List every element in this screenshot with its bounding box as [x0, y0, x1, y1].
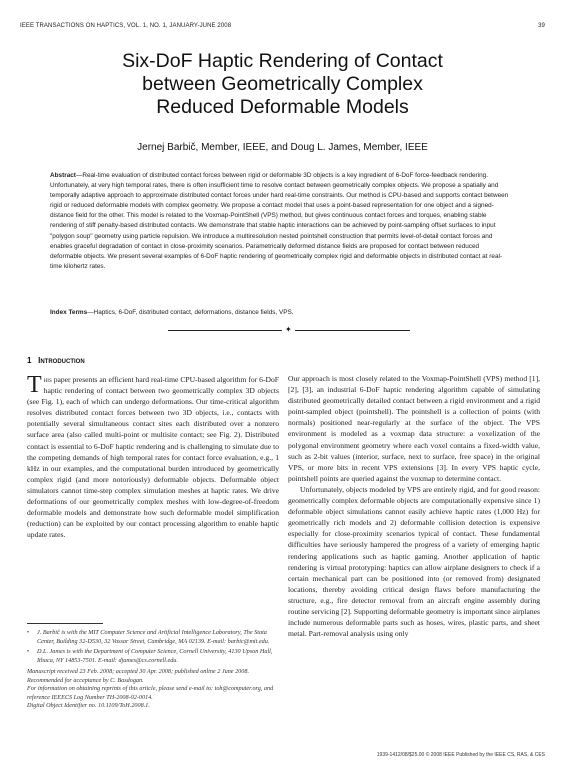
- footnote-james: • D.L. James is with the Department of Computer Science, Cornell University, 4130 Upson Hall, Ithaca, NY 14853-7501. E-mail: djames@cs.cornell.edu.: [27, 648, 279, 665]
- reprints-info: For information on obtaining reprints of this article, please send e-mail to: toh@computer.org, and reference IEEECS Log Number TH-2008-02-0014.: [27, 685, 274, 701]
- intro-paragraph-1: [27, 374, 279, 540]
- footnote-text: D.L. James is with the Department of Computer Science, Cornell University, 4130 Upson Hall, Ithaca, NY 14853-7501. E-mail: djames@cs.cornell.edu.: [37, 648, 273, 664]
- index-terms-text: —Haptics, 6-DoF, distributed contact, deformations, distance fields, VPS.: [87, 309, 294, 316]
- page-footer: 1939-1412/08/$25.00 © 2008 IEEE Published by the IEEE CS, RAS, & CES: [376, 752, 545, 758]
- paper-title: [30, 50, 535, 119]
- footnote-rule: [27, 623, 103, 624]
- doi: Digital Object Identifier no. 10.1109/ToH.2008.1.: [27, 702, 150, 709]
- running-header: [20, 23, 545, 33]
- section-number: 1: [27, 356, 32, 365]
- right-column: [288, 373, 540, 639]
- drop-cap: T: [27, 372, 42, 398]
- manuscript-received: Manuscript received 23 Feb. 2008; accepted 30 Apr. 2008; published online 2 June 2008.: [27, 668, 250, 675]
- authors: Jernej Barbič, Member, IEEE, and Doug L. James, Member, IEEE: [137, 142, 428, 153]
- journal-name: IEEE TRANSACTIONS ON HAPTICS, VOL. 1, NO. 1, JANUARY-JUNE 2008: [20, 23, 232, 29]
- footnote-barbic: • J. Barbič is with the MIT Computer Science and Artificial Intelligence Laboratory, The Stata Center, Building 32-D530, 32 Vassar Street, Cambridge, MA 02139. E-mail: barbic@mit.edu.: [27, 629, 279, 646]
- abstract-label: Abstract: [50, 172, 76, 179]
- index-terms-label: Index Terms: [50, 309, 88, 316]
- first-word: his: [43, 375, 52, 384]
- right-paragraph-2: Unfortunately, objects modeled by VPS are entirely rigid, and for good reason: geometrically complex deformable objects are computationally expensive since 1) deformable object simulations cannot easily achieve haptic rates (1,000 Hz) for geometrically rich models and 2) deformable collision detection is expensive especially for close-proximity scenarios typical of contact. These fundamental difficulties have seriously hampered the progress of a variety of emerging haptic rendering applications such as haptic gaming. Another application of haptic rendering is virtual prototyping: haptics can allow airplane designers to check if a certain mechanical part can be positioned into (or removed from) designated locations, thereby avoiding critical design flaws before manufacturing the structure, e.g., fire detector removal from an aircraft engine assembly during routine servicing [2]. Supporting deformable geometry is important since airplanes include numerous deformable parts such as hoses, wires, plastic parts, and sheet metal. Part-removal analysis using only: [288, 484, 540, 639]
- section-title: Introduction: [38, 356, 85, 365]
- recommended-by: Recommended for acceptance by C. Basdogan.: [27, 676, 144, 684]
- abstract: [50, 171, 509, 272]
- index-terms: [50, 309, 509, 316]
- abstract-text: —Real-time evaluation of distributed contact forces between rigid or deformable 3D objects is a key ingredient of 6-DoF force-feedback rendering. Unfortunately, at very high temporal rates, there is often insufficient time to resolve contact between geometrically complex objects. We propose a spatially and temporally adaptive approach to approximate distributed contact forces under hard real-time constraints. Our method is CPU-based and supports contact between rigid or reduced deformable models with complex geometry. We propose a contact model that uses a point-based representation for one object and a signed-distance field for the other. This model is related to the Voxmap-PointShell (VPS) method, but gives continuous contact forces and torques, enabling stable rendering of stiff penalty-based distributed contacts. We demonstrate that stable haptic interactions can be achieved by point-sampling offset surfaces to input "polygon soup" geometry using particle repulsion. We introduce a multiresolution nested pointshell construction that permits level-of-detail contact forces and enables graceful degradation of contact in close-proximity scenarios. Parametrically deformed distance fields are proposed for contact between reduced deformable objects. We present several examples of 6-DoF haptic rendering of geometrically complex rigid and deformable objects in distributed contact at real-time kilohertz rates.: [50, 172, 509, 270]
- right-paragraph-1: Our approach is most closely related to the Voxmap-PointShell (VPS) method [1], [2], [3], an industrial 6-DoF haptic rendering algorithm capable of simulating distributed geometrically detailed contact between a rigid environment and a rigid point-sampled object (pointshell). The pointshell is a collection of points (with normals) positioned near-regularly at the surface of the object. The VPS environment is modeled as a voxmap data structure: a voxelization of the polygonal environment geometry where each voxel contains a fixed-width value, such as 2-bit values (interior, surface, next to surface, free space) in the original VPS, or more bits in recent VPS extensions [3]. In every VPS haptic cycle, pointshell points are queried against the voxmap to determine contact.: [288, 374, 540, 483]
- divider-ornament-icon: ✦: [282, 325, 295, 335]
- title-line-2: between Geometrically Complex: [142, 73, 423, 95]
- left-column: [27, 357, 279, 540]
- footnote-text: J. Barbič is with the MIT Computer Science and Artificial Intelligence Laboratory, The Stata Center, Building 32-D530, 32 Vassar Street, Cambridge, MA 02139. E-mail: barbic@mit.edu.: [37, 629, 270, 645]
- title-line-1: Six-DoF Haptic Rendering of Contact: [122, 50, 443, 72]
- page-number: 39: [538, 23, 545, 29]
- intro-paragraph-1-text: paper presents an efficient hard real-time CPU-based algorithm for 6-DoF haptic rendering of contact between two geometrically complex 3D objects (see Fig. 1), each of which can undergo deformations. Our time-critical algorithm resolves distributed contact forces between two 3D objects, i.e., contacts with potentially several simultaneous contact sites each distributed over a nonzero surface area (also called multi-point or multisite contact; see Fig. 2). Distributed contact is essential to 6-DoF haptic rendering and is challenging to simulate due to the competing demands of high temporal rates for contact force evaluation, e.g., 1 kHz in our examples, and the computational burden introduced by geometrically complex rigid (and more notoriously) deformable objects. Deformable object simulators cannot time-step complex simulation meshes at haptic rates. We drive deformations of our geometrically complex meshes with low-degree-of-freedom deformable models and demonstrate how such deformable model simplification (reduction) can be exploited by our contact processing algorithm to enable haptic update rates.: [27, 375, 279, 540]
- footnotes: [27, 629, 279, 711]
- title-line-3: Reduced Deformable Models: [156, 96, 409, 118]
